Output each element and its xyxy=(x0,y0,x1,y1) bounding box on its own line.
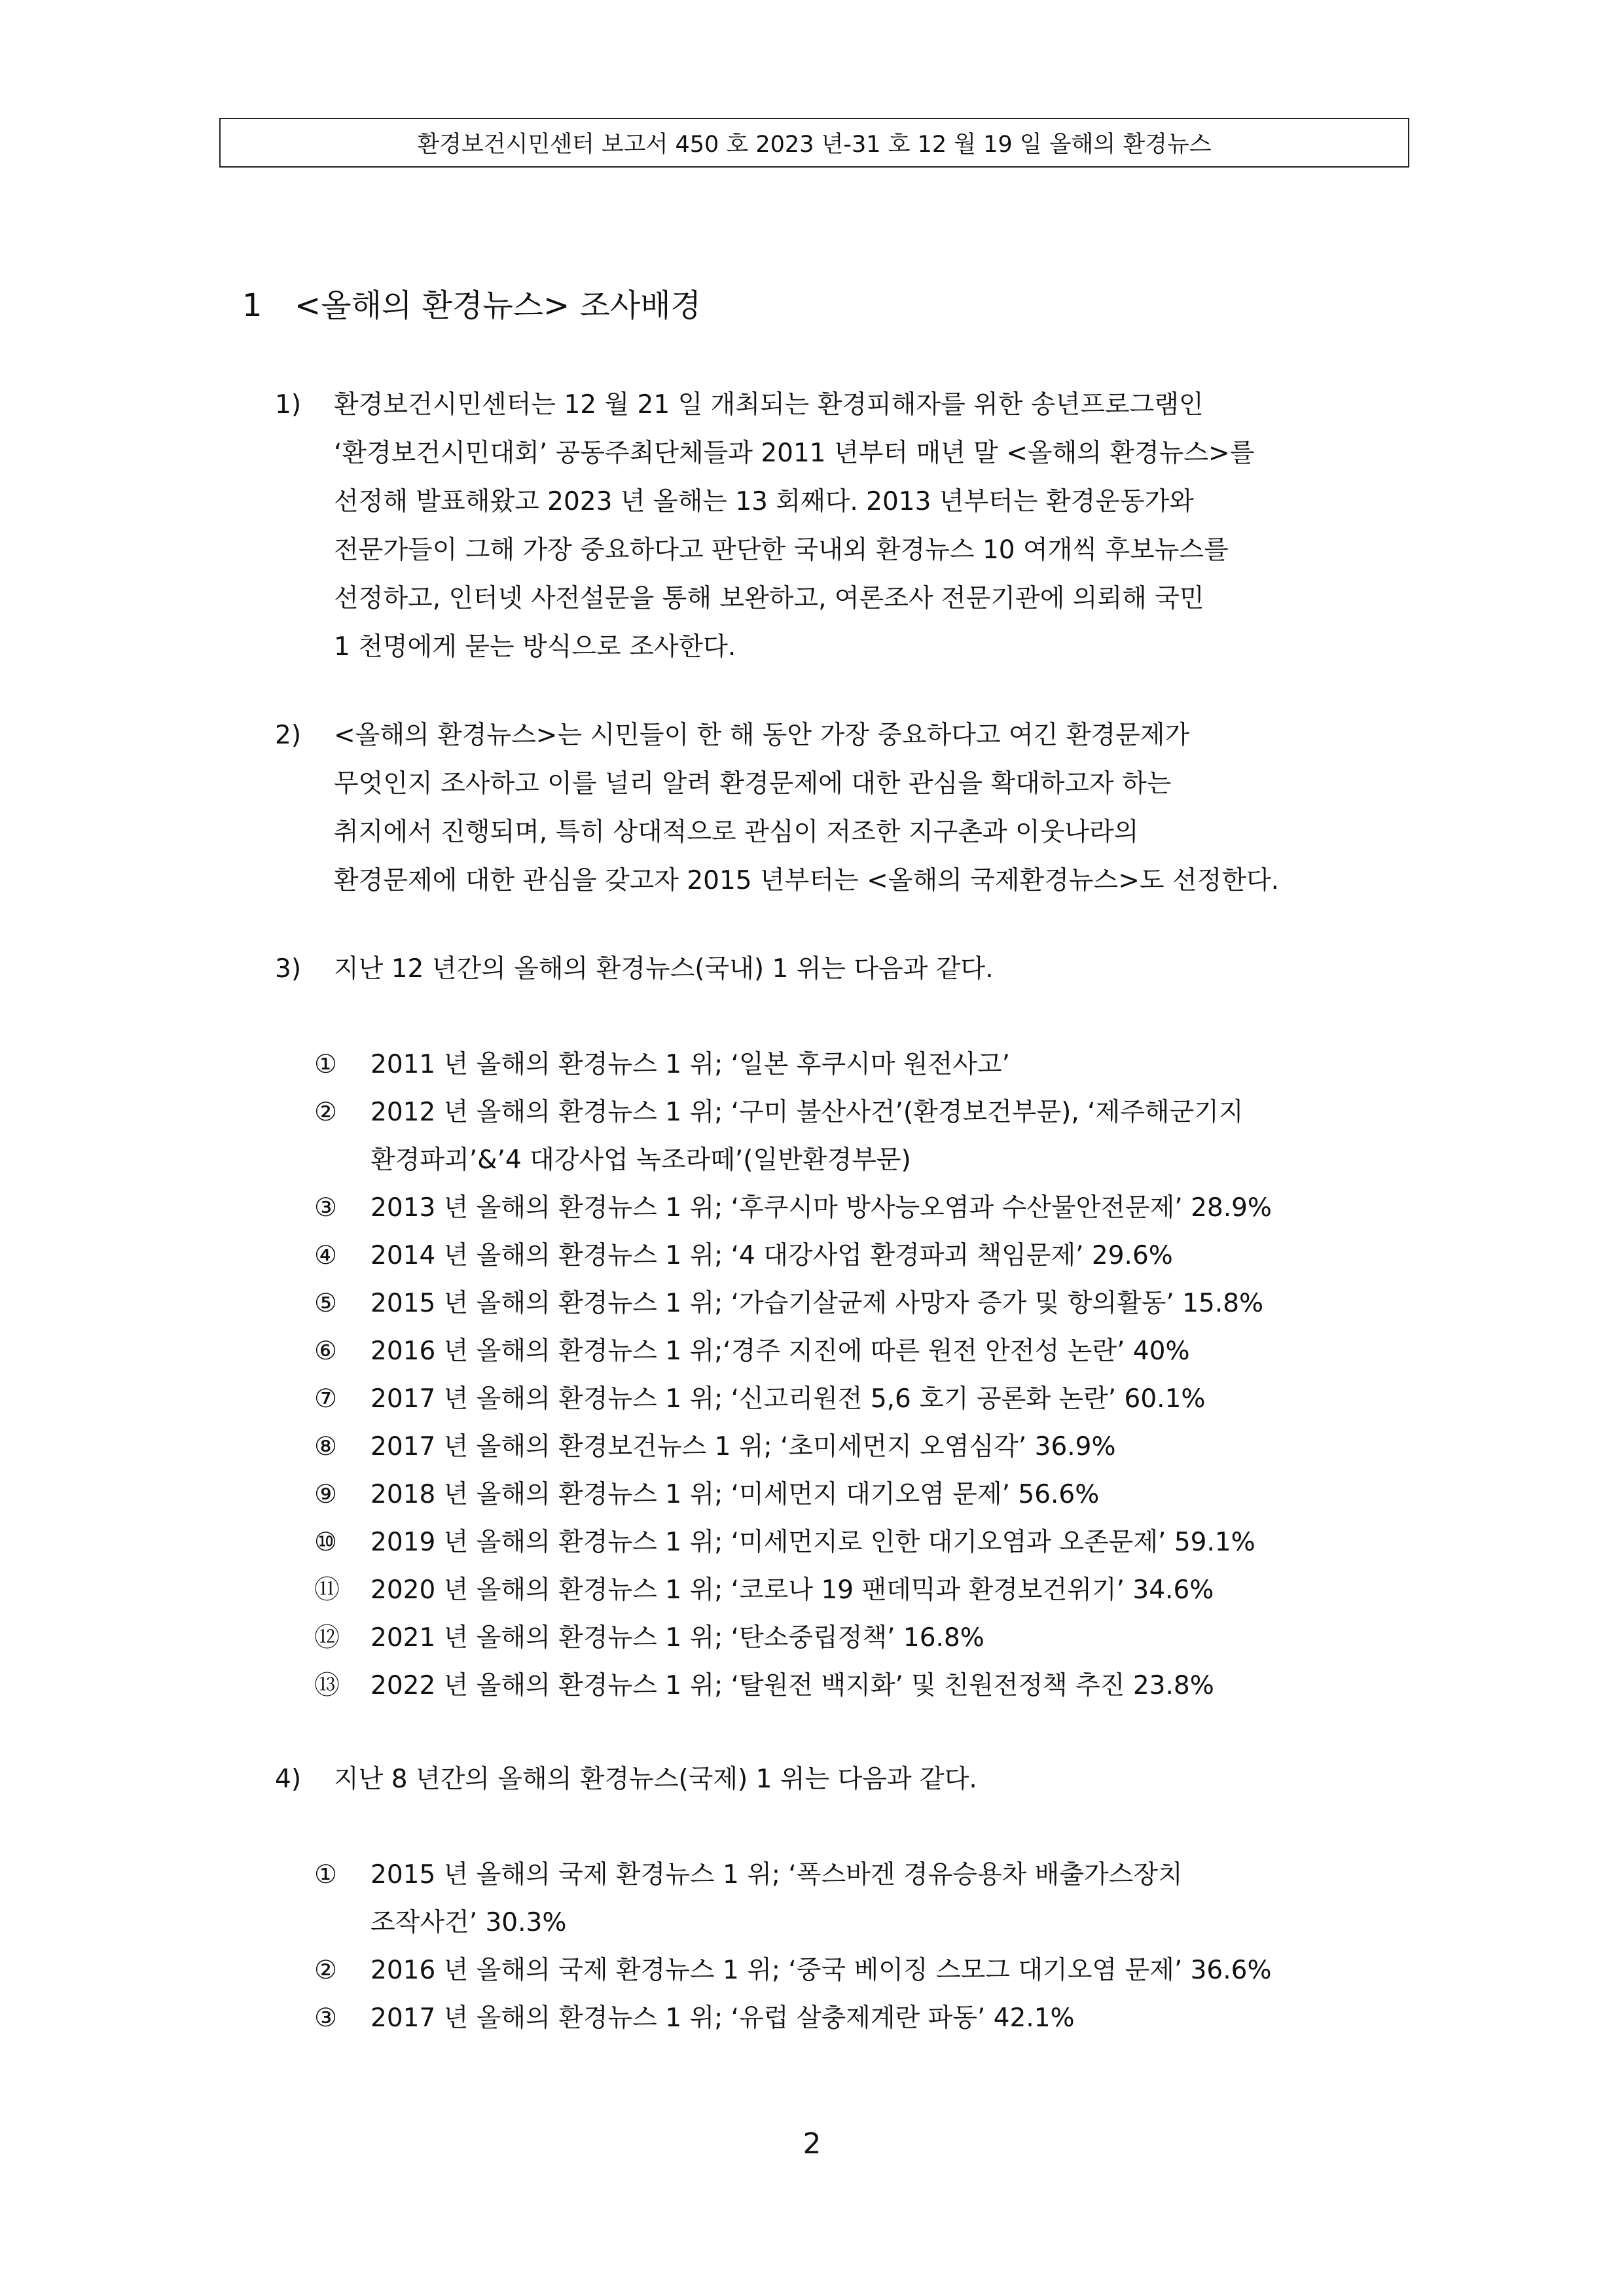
list-item xyxy=(314,1471,1427,1518)
paragraph-line: 전문가들이 그해 가장 중요하다고 판단한 국내외 환경뉴스 10 여개씩 후보뉴스를 xyxy=(334,535,1229,565)
list-item-text xyxy=(370,1851,1427,1946)
paragraph-line: 환경보건시민센터는 12 월 21 일 개최되는 환경피해자를 위한 송년프로그램인 xyxy=(334,390,1204,420)
list-item xyxy=(314,1375,1427,1423)
list-item-marker: ⑫ xyxy=(314,1623,340,1653)
list-item-line: 2017 년 올해의 환경뉴스 1 위; ‘유럽 살충제계란 파동’ 42.1% xyxy=(370,2003,1075,2033)
list-item-line: 조작사건’ 30.3% xyxy=(370,1908,567,1937)
paragraph-line: 취지에서 진행되며, 특히 상대적으로 관심이 저조한 지구촌과 이웃나라의 xyxy=(334,817,1139,847)
paragraph-line: <올해의 환경뉴스>는 시민들이 한 해 동안 가장 중요하다고 여긴 환경문제가 xyxy=(334,721,1190,750)
paragraph-body xyxy=(334,1755,1440,1804)
list-item-line: 2013 년 올해의 환경뉴스 1 위; ‘후쿠시마 방사능오염과 수산물안전문제’ 28.9% xyxy=(370,1193,1272,1223)
paragraph-1 xyxy=(275,381,1440,672)
paragraph-line: 지난 8 년간의 올해의 환경뉴스(국제) 1 위는 다음과 같다. xyxy=(334,1765,977,1794)
list-item-line: 2017 년 올해의 환경보건뉴스 1 위; ‘초미세먼지 오염심각’ 36.9% xyxy=(370,1432,1116,1462)
list-item xyxy=(314,1851,1427,1946)
domestic-news-list xyxy=(314,1041,1427,1710)
list-item xyxy=(314,1946,1427,1994)
list-item xyxy=(314,1566,1427,1614)
list-item-text xyxy=(370,1994,1427,2042)
list-item-line: 2017 년 올해의 환경뉴스 1 위; ‘신고리원전 5,6 호기 공론화 논란’ 60.1% xyxy=(370,1384,1206,1414)
list-item-line: 2019 년 올해의 환경뉴스 1 위; ‘미세먼지로 인한 대기오염과 오존문제’ 59.1% xyxy=(370,1528,1255,1557)
list-item xyxy=(314,1327,1427,1375)
list-item-text xyxy=(370,1280,1427,1327)
list-item-line: 2011 년 올해의 환경뉴스 1 위; ‘일본 후쿠시마 원전사고’ xyxy=(370,1050,1010,1079)
list-item-line: 2015 년 올해의 국제 환경뉴스 1 위; ‘폭스바겐 경유승용차 배출가스장치 xyxy=(370,1860,1183,1890)
paragraph-number: 2) xyxy=(275,721,302,750)
paragraph-line: 1 천명에게 묻는 방식으로 조사한다. xyxy=(334,632,736,662)
paragraph-3 xyxy=(275,945,1440,994)
paragraph-number: 1) xyxy=(275,390,302,420)
list-item-line: 2016 년 올해의 국제 환경뉴스 1 위; ‘중국 베이징 스모그 대기오염 문제’ 36.6% xyxy=(370,1956,1272,1985)
list-item-marker: ⑥ xyxy=(314,1336,337,1366)
paragraph-line: 지난 12 년간의 올해의 환경뉴스(국내) 1 위는 다음과 같다. xyxy=(334,954,994,984)
paragraph-line: 환경문제에 대한 관심을 갖고자 2015 년부터는 <올해의 국제환경뉴스>도 선정한다. xyxy=(334,866,1280,895)
paragraph-line: 무엇인지 조사하고 이를 널리 알려 환경문제에 대한 관심을 확대하고자 하는 xyxy=(334,769,1172,798)
list-item xyxy=(314,1184,1427,1232)
list-item-marker: ⑪ xyxy=(314,1575,340,1605)
list-item-marker: ② xyxy=(314,1098,337,1127)
list-item-text xyxy=(370,1327,1427,1375)
list-item xyxy=(314,1041,1427,1088)
list-item-marker: ③ xyxy=(314,1193,337,1223)
section-title-text: <올해의 환경뉴스> 조사배경 xyxy=(295,287,702,324)
list-item-marker: ② xyxy=(314,1956,337,1985)
list-item-line: 2014 년 올해의 환경뉴스 1 위; ‘4 대강사업 환경파괴 책임문제’ 29.6% xyxy=(370,1241,1173,1270)
list-item-marker: ① xyxy=(314,1860,337,1890)
section-number: 1 xyxy=(242,287,262,324)
list-item-marker: ⑤ xyxy=(314,1289,337,1318)
list-item-text xyxy=(370,1946,1427,1994)
list-item-marker: ④ xyxy=(314,1241,337,1270)
list-item-text xyxy=(370,1041,1427,1088)
paragraph-line: 선정해 발표해왔고 2023 년 올해는 13 회째다. 2013 년부터는 환경운동가와 xyxy=(334,487,1194,516)
paragraph-2 xyxy=(275,711,1440,905)
list-item-text xyxy=(370,1375,1427,1423)
list-item-text xyxy=(370,1423,1427,1471)
list-item-text xyxy=(370,1566,1427,1614)
list-item-text xyxy=(370,1088,1427,1184)
list-item-line: 2021 년 올해의 환경뉴스 1 위; ‘탄소중립정책’ 16.8% xyxy=(370,1623,984,1653)
paragraph-number: 3) xyxy=(275,954,302,984)
paragraph-4 xyxy=(275,1755,1440,1804)
list-item-text xyxy=(370,1184,1427,1232)
list-item-text xyxy=(370,1232,1427,1280)
list-item-marker: ⑨ xyxy=(314,1480,337,1509)
list-item-text xyxy=(370,1662,1427,1710)
list-item xyxy=(314,1662,1427,1710)
list-item-marker: ⑬ xyxy=(314,1671,340,1700)
list-item xyxy=(314,1232,1427,1280)
list-item-text xyxy=(370,1471,1427,1518)
page-number: 2 xyxy=(803,2127,821,2161)
paragraph-line: ‘환경보건시민대회’ 공동주최단체들과 2011 년부터 매년 말 <올해의 환경뉴스>를 xyxy=(334,439,1255,468)
list-item-line: 2015 년 올해의 환경뉴스 1 위; ‘가습기살균제 사망자 증가 및 항의활동’ 15.8% xyxy=(370,1289,1264,1318)
report-header-text: 환경보건시민센터 보고서 450 호 2023 년-31 호 12 월 19 일 올해의 환경뉴스 xyxy=(417,132,1212,158)
list-item-text xyxy=(370,1518,1427,1566)
list-item-marker: ⑦ xyxy=(314,1384,337,1414)
list-item-line: 2020 년 올해의 환경뉴스 1 위; ‘코로나 19 팬데믹과 환경보건위기’ 34.6% xyxy=(370,1575,1214,1605)
list-item-line: 2016 년 올해의 환경뉴스 1 위;‘경주 지진에 따른 원전 안전성 논란’ 40% xyxy=(370,1336,1190,1366)
list-item-marker: ③ xyxy=(314,2003,337,2033)
report-header xyxy=(219,118,1409,168)
paragraph-number: 4) xyxy=(275,1765,302,1794)
list-item-marker: ① xyxy=(314,1050,337,1079)
list-item xyxy=(314,1614,1427,1662)
international-news-list xyxy=(314,1851,1427,2042)
list-item-line: 2018 년 올해의 환경뉴스 1 위; ‘미세먼지 대기오염 문제’ 56.6% xyxy=(370,1480,1100,1509)
list-item-text xyxy=(370,1614,1427,1662)
paragraph-body xyxy=(334,381,1440,672)
list-item xyxy=(314,1280,1427,1327)
paragraph-body xyxy=(334,711,1440,905)
list-item-line: 환경파괴’&’4 대강사업 녹조라떼’(일반환경부문) xyxy=(370,1145,911,1175)
list-item xyxy=(314,1994,1427,2042)
paragraph-line: 선정하고, 인터넷 사전설문을 통해 보완하고, 여론조사 전문기관에 의뢰해 국민 xyxy=(334,584,1204,613)
list-item xyxy=(314,1088,1427,1184)
list-item-line: 2022 년 올해의 환경뉴스 1 위; ‘탈원전 백지화’ 및 친원전정책 추진 23.8% xyxy=(370,1671,1214,1700)
list-item-line: 2012 년 올해의 환경뉴스 1 위; ‘구미 불산사건’(환경보건부문), ‘제주해군기지 xyxy=(370,1098,1244,1127)
list-item-marker: ⑧ xyxy=(314,1432,337,1462)
list-item-marker: ⑩ xyxy=(314,1528,337,1557)
list-item xyxy=(314,1423,1427,1471)
list-item xyxy=(314,1518,1427,1566)
section-heading xyxy=(242,280,701,325)
paragraph-body xyxy=(334,945,1440,994)
